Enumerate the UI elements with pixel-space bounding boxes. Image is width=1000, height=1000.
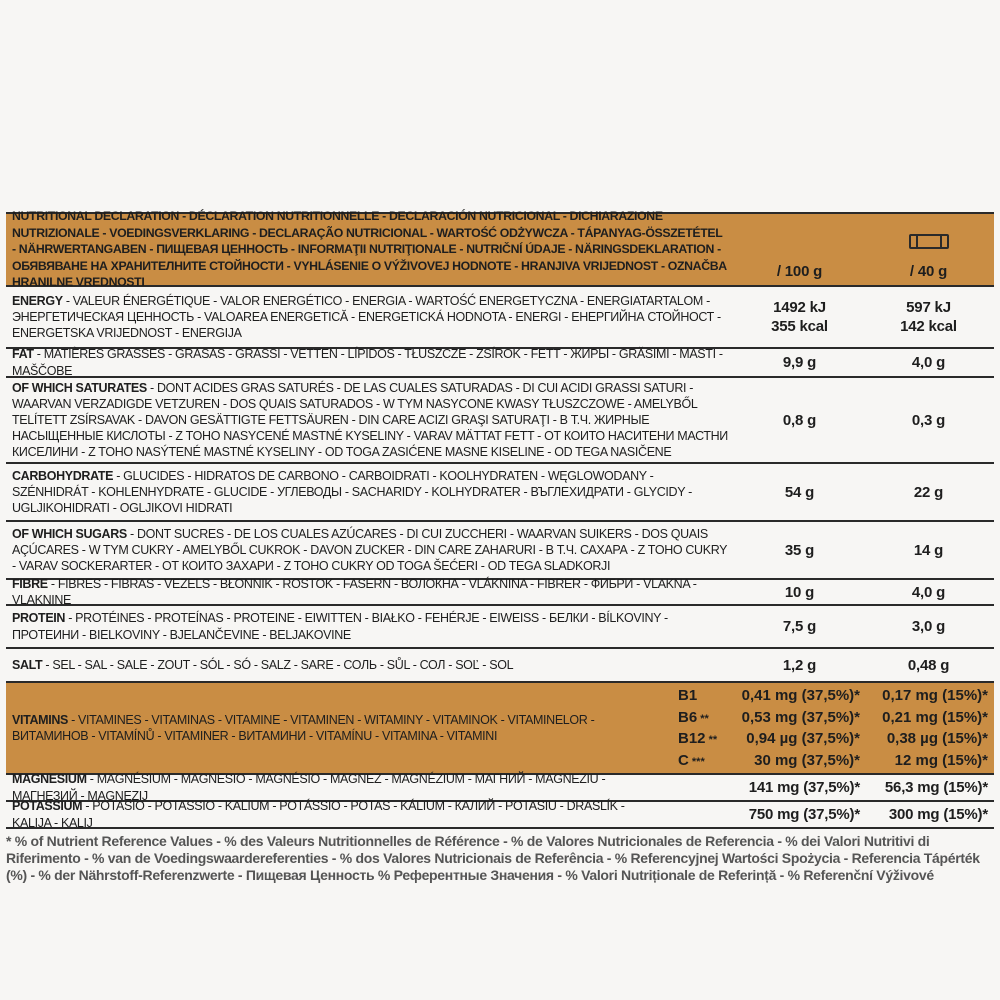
value-serving: 4,0 g	[911, 354, 946, 371]
nutrient-desc: FIBRE - FIBRES - FIBRAS - VEZELS - BŁONNIK - ROSTOK - FASERN - ВОЛОКНА - VLÁKNINA - FIBRER - ФИБРИ - VLAKNA - VLAKNINE	[12, 576, 697, 607]
value-serving: 3,0 g	[911, 618, 946, 635]
nutrient-row-fat	[6, 349, 994, 378]
nutrient-row-saturates	[6, 378, 994, 464]
nutrient-row-potassium	[6, 799, 994, 830]
nutrient-desc: FAT - MATIÈRES GRASSES - GRASAS - GRASSI - VETTEN - LÍPIDOS - TŁUSZCZE - ZSÍROK - FETT - ЖИРЫ - GRĂSIMI - MASTI - MAŠČOBE	[12, 347, 723, 378]
value-serving: 0,48 g	[907, 656, 950, 674]
value-serving: 14 g	[913, 541, 944, 559]
vitamin-b12: B12 ** 0,94 µg (37,5%)* 0,38 µg (15%)*	[678, 730, 988, 748]
value-100g: 7,5 g	[782, 618, 817, 635]
nutrient-row-carbohydrate	[6, 464, 994, 522]
nutrient-row-salt	[6, 649, 994, 681]
per-100g-heading: / 100 g	[776, 263, 823, 280]
vitamins-desc: VITAMINS - VITAMINES - VITAMINAS - VITAMINE - VITAMINEN - WITAMINY - VITAMINOK - VITAMINELOR - ВИТАМИНОВ - VITAMÍNŮ - VITAMINER - ВИТАМИНИ - VITAMÍNU - VITAMINA - VITAMINI	[12, 712, 595, 743]
value-serving: 597 kJ 142 kcal	[900, 299, 957, 335]
value-100g: 9,9 g	[782, 354, 817, 371]
nutrient-row-energy	[6, 287, 994, 349]
nutrient-desc: POTASSIUM - POTASIO - POTASSIO - KALIUM - POTÁSSIO - POTAS - KÁLIUM - КАЛИЙ - POTASIU - DRASLÍK - KALIJA - KALIJ	[12, 799, 625, 830]
vitamin-c: C *** 30 mg (37,5%)* 12 mg (15%)*	[678, 751, 988, 769]
vitamin-b1: B1 0,41 mg (37,5%)* 0,17 mg (15%)*	[678, 687, 988, 705]
nutrient-row-protein	[6, 606, 994, 649]
nutrient-row-fibre	[6, 576, 994, 607]
vitamins-row	[6, 681, 994, 775]
value-100g: 10 g	[784, 583, 815, 601]
value-serving: 4,0 g	[911, 583, 946, 601]
per-serving-heading	[864, 234, 993, 285]
value-serving: 22 g	[913, 483, 944, 501]
nutrient-desc: OF WHICH SATURATES - DONT ACIDES GRAS SATURÉS - DE LAS CUALES SATURADAS - DI CUI ACIDI GRASSI SATURI - WAARVAN VERZADIGDE VETZUREN - DOS QUAIS SATURADOS - W TYM NASYCONE KWASY TŁUSZCZOWE - AMELYBŐL TELÍTETT ZSÍRSAVAK - DAVON GESÄTTIGTE FETTSÄUREN - DIN CARE ACIZI GRAŞI SATURAŢI - В Т.Ч. ЖИРНЫЕ НАСЫЩЕННЫЕ КИСЛОТЫ - Z TOHO NASYCENÉ MASTNÉ KYSELINY - VARAV MÄTTAT FETT - ОТ КОИТО НАСИТЕНИ МАСТНИ КИСЕЛИНИ - Z TOHO NASÝTENÉ MASTNÉ KYSELINY - OD TOGA ZASIĆENE MASNE KISELINE - OD TEGA NASIČENE	[12, 380, 728, 460]
nutrition-label	[6, 209, 994, 887]
value-100g: 35 g	[784, 541, 815, 559]
value-100g: 750 mg (37,5%)*	[748, 806, 860, 823]
value-100g: 54 g	[784, 483, 815, 501]
per-serving-label: / 40 g	[909, 263, 948, 280]
value-100g: 1492 kJ 355 kcal	[771, 299, 828, 335]
value-100g: 141 mg (37,5%)*	[748, 779, 860, 796]
nutrient-desc: OF WHICH SUGARS - DONT SUCRES - DE LOS CUALES AZÚCARES - DI CUI ZUCCHERI - WAARVAN SUIKERS - DOS QUAIS AÇÚCARES - W TYM CUKRY - AMELYBŐL CUKROK - DAVON ZUCKER - DIN CARE ZAHARURI - В Т.Ч. САХАРА - Z TOHO CUKRY - VARAV SOCKERARTER - ОТ КОИТО ЗАХАРИ - Z TOHO CUKRY OD TOGA ŠEĆERI - OD TEGA SLADKORJI	[12, 526, 727, 574]
nutrient-row-sugars	[6, 522, 994, 580]
nutrient-desc: SALT - SEL - SAL - SALE - ZOUT - SÓL - SÓ - SALZ - SARE - СОЛЬ - SŮL - СОЛ - SOĽ - SOL	[12, 657, 514, 672]
nutrient-desc: ENERGY - VALEUR ÉNERGÉTIQUE - VALOR ENERGÉTICO - ENERGIA - WARTOŚĆ ENERGETYCZNA - ENERGIATARTALOM - ЭНЕРГЕТИЧЕСКАЯ ЦЕННОСТЬ - VALOAREA ENERGETICĂ - ENERGETICKÁ HODNOTA - ENERGI - ЕНЕРГИЙНА СТОЙНОСТ - ENERGETSKA VRIJEDNOST - ENERGIJA	[12, 293, 721, 341]
nutrient-desc: MAGNESIUM - MAGNÉSIUM - MAGNESIO - MAGNÉSIO - MAGNEZ - MAGNÉZIUM - МАГНИЙ - MAGNEZIU - МАГНЕЗИЙ - MAGNEZIJ	[12, 772, 606, 803]
value-serving: 300 mg (15%)*	[888, 806, 988, 823]
nutrient-desc: PROTEIN - PROTÉINES - PROTEÍNAS - PROTEINE - EIWITTEN - BIAŁKO - FEHÉRJE - EIWEISS - БЕЛКИ - BÍLKOVINY - ПРОТЕИНИ - BIELKOVINY - BJELANČEVINE - BELJAKOVINE	[12, 611, 668, 642]
footnote: * % of Nutrient Reference Values - % des Valeurs Nutritionnelles de Référence - % de Valores Nutricionales de Referencia - % dei Valori Nutritivi di Riferimento - % van de Voedingswaardereferenties - % dos Valores Nutricionais de Referência - % Referencyjnej Wartości Spożycia - Referencia Tápérték (%) - % der Nährstoff-Referenzwerte - Пищевая Ценность % Референтные Значения - % Valori Nutriționale de Referință - % Referenční Výživové	[6, 833, 980, 883]
header-title: NUTRITIONAL DECLARATION - DÉCLARATION NUTRITIONNELLE - DECLARACIÓN NUTRICIONAL - DICHIARAZIONE NUTRIZIONALE - VOEDINGSVERKLARING - DECLARAÇÃO NUTRICIONAL - WARTOŚĆ ODŻYWCZA - TÁPANYAG-ÖSSZETÉTEL - NÄHRWERTANGABEN - ПИЩЕВАЯ ЦЕННОСТЬ - INFORMAŢII NUTRIŢIONALE - NUTRIČNÍ ÚDAJE - NÄRINGSDEKLARATION - ОБЯВЯВАНЕ НА ХРАНИТЕЛНИТЕ СТОЙНОСТИ - VYHLÁSENIE O VÝŽIVOVEJ HODNOTE - HRANJIVA VRIJEDNOST - OZNAČBA HRANILNE VREDNOSTI	[12, 209, 727, 290]
bar-icon	[909, 234, 949, 249]
value-serving: 0,3 g	[911, 411, 946, 429]
value-100g: 1,2 g	[782, 656, 817, 674]
nutrient-desc: CARBOHYDRATE - GLUCIDES - HIDRATOS DE CARBONO - CARBOIDRATI - KOOLHYDRATEN - WĘGLOWODANY - SZÉNHIDRÁT - KOHLENHYDRATE - GLUCIDE - УГЛЕВОДЫ - SACHARIDY - KOLHYDRATER - ВЪГЛЕХИДРАТИ - GLYCIDY - UGLJIKOHIDRATI - OGLJIKOVI HIDRATI	[12, 468, 692, 516]
value-100g: 0,8 g	[782, 411, 817, 429]
vitamin-b6: B6 ** 0,53 mg (37,5%)* 0,21 mg (15%)*	[678, 708, 988, 726]
vitamins-values	[666, 683, 994, 773]
value-serving: 56,3 mg (15%)*	[884, 779, 988, 796]
header-row	[6, 209, 994, 290]
